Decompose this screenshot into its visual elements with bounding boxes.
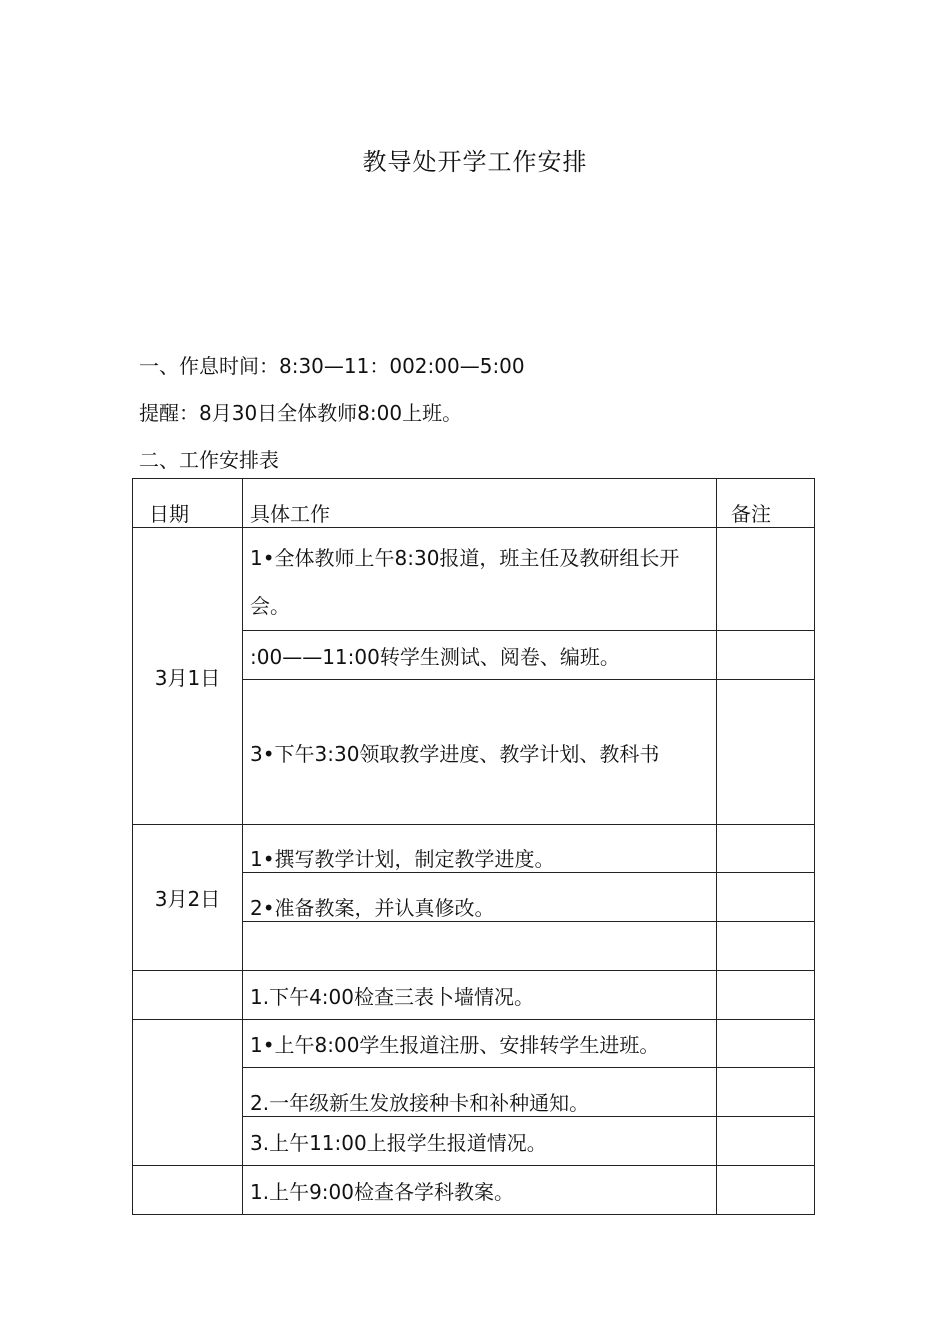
note-cell [717, 873, 815, 922]
note-cell [717, 922, 815, 971]
note-cell [717, 971, 815, 1020]
work-item: 2.一年级新生发放接种卡和补种通知。 [243, 1068, 717, 1117]
note-cell [717, 1020, 815, 1068]
date-cell [133, 1166, 243, 1215]
section-heading: 二、工作安排表 [139, 448, 279, 472]
header-date: 日期 [133, 479, 243, 528]
table-row [133, 528, 815, 631]
work-item: 1.上午9:00检查各学科教案。 [243, 1166, 717, 1215]
note-cell [717, 528, 815, 631]
note-cell [717, 1166, 815, 1215]
work-item: 1•上午8:00学生报道注册、安排转学生进班。 [243, 1020, 717, 1068]
note-cell [717, 1117, 815, 1166]
table-row [133, 825, 815, 873]
work-item: 1•全体教师上午8:30报道，班主任及教研组长开会。 [243, 528, 717, 631]
note-cell [717, 825, 815, 873]
work-item: 1.下午4:00检查三表卜墙情况。 [243, 971, 717, 1020]
table-row [133, 1020, 815, 1068]
header-note: 备注 [717, 479, 815, 528]
date-cell: 3月2日 [133, 825, 243, 971]
work-item [243, 922, 717, 971]
work-schedule-table [132, 478, 815, 1215]
work-item: 3.上午11:00上报学生报道情况。 [243, 1117, 717, 1166]
document-title: 教导处开学工作安排 [362, 148, 588, 176]
date-cell [133, 971, 243, 1020]
note-cell [717, 680, 815, 825]
date-cell: 3月1日 [133, 528, 243, 825]
table-row [133, 1166, 815, 1215]
work-item: 3•下午3:30领取教学进度、教学计划、教科书 [243, 680, 717, 825]
date-cell [133, 1020, 243, 1166]
work-item: 1•撰写教学计划，制定教学进度。 [243, 825, 717, 873]
work-item: :00——11:00转学生测试、阅卷、编班。 [243, 631, 717, 680]
table-row [133, 971, 815, 1020]
table-header-row [133, 479, 815, 528]
work-hours-line: 一、作息时间：8:30—11：002:00—5:00 [139, 354, 525, 378]
note-cell [717, 1068, 815, 1117]
header-work: 具体工作 [243, 479, 717, 528]
reminder-line: 提醒：8月30日全体教师8:00上班。 [139, 401, 463, 425]
work-item: 2•准备教案，并认真修改。 [243, 873, 717, 922]
note-cell [717, 631, 815, 680]
